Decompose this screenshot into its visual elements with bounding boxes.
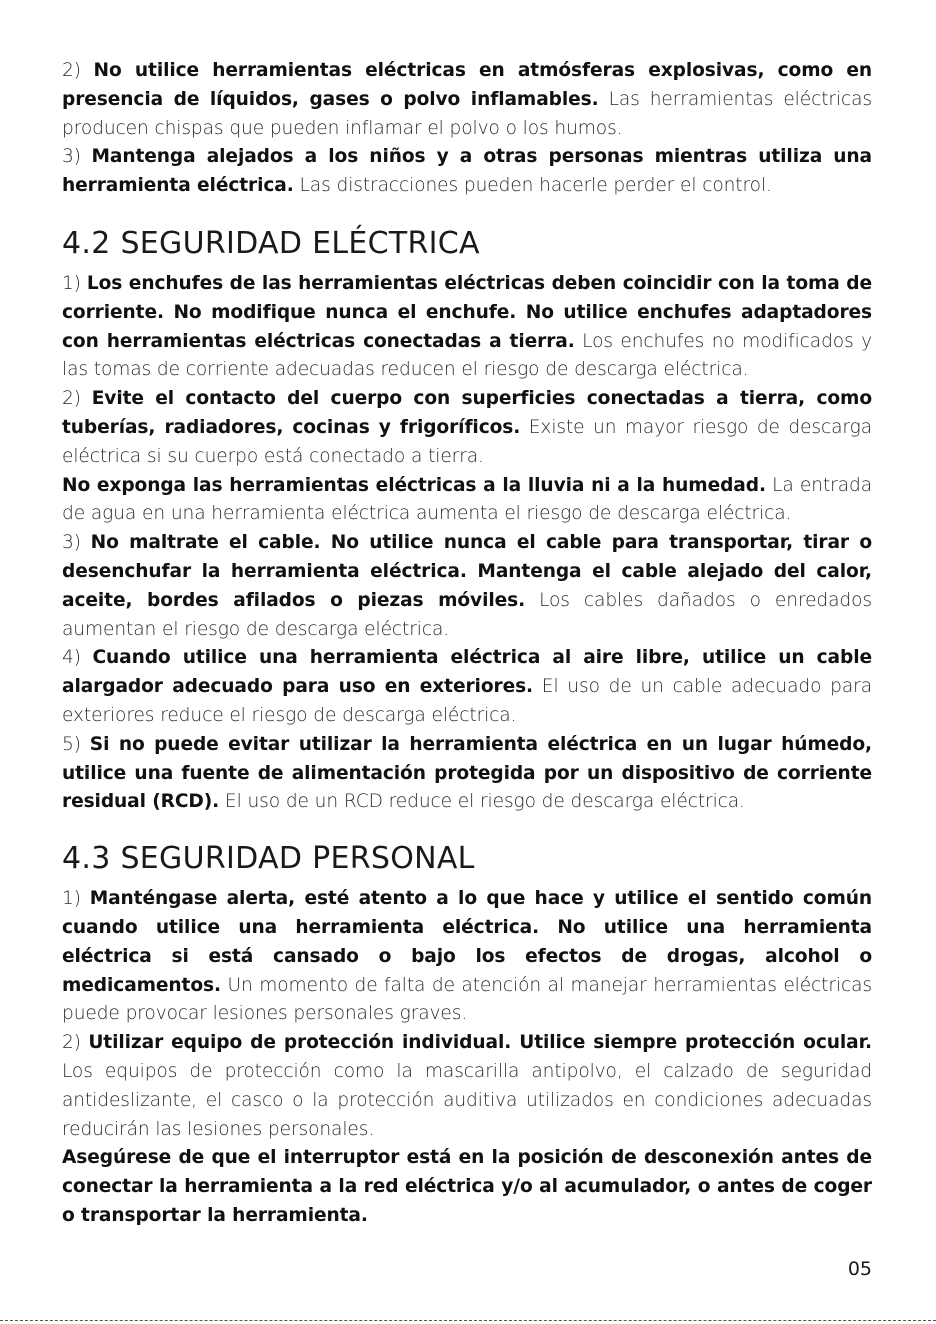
bold-instruction: Utilizar equipo de protección individual. Utilice siempre protección ocular. bbox=[88, 1032, 873, 1054]
paragraph-electrical-3 bbox=[62, 529, 872, 644]
bold-instruction: Cuando utilice una herramienta eléctrica al aire libre, utilice un cable alargador adecuado para uso en exteriores. bbox=[62, 647, 873, 698]
item-number: 3) bbox=[62, 532, 81, 554]
explanation-text: Las distracciones pueden hacerle perder el control. bbox=[293, 175, 772, 197]
item-number: 1) bbox=[62, 272, 81, 294]
bold-instruction: No maltrate el cable. No utilice nunca el cable para transportar, tirar o desenchufar la herramienta eléctrica. Mantenga el cable alejado del calor, aceite, bordes afilados o piezas móviles. bbox=[62, 532, 872, 611]
explanation-text: La entrada de agua en una herramienta eléctrica aumenta el riesgo de descarga eléctrica. bbox=[62, 474, 872, 525]
section-heading-personal-safety: 4.3 SEGURIDAD PERSONAL bbox=[62, 841, 475, 877]
item-number: 2) bbox=[62, 60, 81, 81]
document-page bbox=[62, 57, 872, 1231]
item-number: 4) bbox=[62, 647, 81, 669]
item-number: 1) bbox=[62, 888, 81, 910]
item-number: 2) bbox=[62, 388, 81, 410]
bold-instruction: No exponga las herramientas eléctricas a la lluvia ni a la humedad. bbox=[62, 474, 766, 496]
explanation-text: Los equipos de protección como la mascarilla antipolvo, el calzado de seguridad antideslizante, el casco o la protección auditiva utilizados en condiciones adecuadas reducirán las lesiones personales. bbox=[62, 1060, 872, 1140]
page-number: 05 bbox=[847, 1258, 872, 1280]
bold-instruction: Evite el contacto del cuerpo con superficies conectadas a tierra, como tuberías, radiadores, cocinas y frigoríficos. bbox=[62, 388, 872, 438]
section-heading-electrical-safety: 4.2 SEGURIDAD ELÉCTRICA bbox=[62, 225, 480, 261]
explanation-text: El uso de un RCD reduce el riesgo de descarga eléctrica. bbox=[219, 791, 745, 813]
explanation-text: El uso de un cable adecuado para exteriores reduce el riesgo de descarga eléctrica. bbox=[62, 676, 873, 726]
bold-instruction: Los enchufes de las herramientas eléctricas deben coincidir con la toma de corriente. No modifique nunca el enchufe. No utilice enchufes adaptadores con herramientas eléctricas conectadas a tierra. bbox=[62, 272, 872, 352]
item-number: 5) bbox=[62, 733, 81, 755]
bold-instruction: Manténgase alerta, esté atento a lo que hace y utilice el sentido común cuando utilice una herramienta eléctrica. No utilice una herramienta eléctrica si está cansado o bajo los efectos de drogas, alcohol o medicamentos. bbox=[62, 888, 873, 996]
item-number: 2) bbox=[62, 1032, 81, 1054]
explanation-text: Un momento de falta de atención al manejar herramientas eléctricas puede provocar lesiones personales graves. bbox=[62, 974, 872, 1025]
paragraph-electrical-1 bbox=[62, 270, 872, 385]
paragraph-personal-2 bbox=[62, 1029, 872, 1144]
paragraph-intro-3 bbox=[62, 143, 872, 201]
explanation-text: Los cables dañados o enredados aumentan el riesgo de descarga eléctrica. bbox=[62, 589, 872, 640]
bold-instruction: No utilice herramientas eléctricas en atmósferas explosivas, como en presencia de líquidos, gases o polvo inflamables. bbox=[62, 60, 873, 110]
paragraph-electrical-5 bbox=[62, 731, 872, 817]
paragraph-intro-2 bbox=[62, 57, 872, 143]
explanation-text: Los enchufes no modificados y las tomas de corriente adecuadas reducen el riesgo de descarga eléctrica. bbox=[62, 330, 873, 381]
explanation-text: Las herramientas eléctricas producen chispas que pueden inflamar el polvo o los humos. bbox=[62, 88, 872, 139]
explanation-text: Existe un mayor riesgo de descarga eléctrica si su cuerpo está conectado a tierra. bbox=[62, 416, 873, 467]
paragraph-electrical-4 bbox=[62, 644, 872, 730]
paragraph-personal-1 bbox=[62, 885, 872, 1029]
item-number: 3) bbox=[62, 146, 81, 168]
bold-instruction: Mantenga alejados a los niños y a otras personas mientras utiliza una herramienta eléctrica. bbox=[62, 146, 873, 197]
paragraph-electrical-rain bbox=[62, 472, 872, 530]
bold-instruction: Asegúrese de que el interruptor está en la posición de desconexión antes de conectar la herramienta a la red eléctrica y/o al acumulador, o antes de coger o transportar la herramienta. bbox=[62, 1147, 872, 1226]
paragraph-personal-switch bbox=[62, 1144, 872, 1230]
paragraph-electrical-2 bbox=[62, 385, 872, 471]
bold-instruction: Si no puede evitar utilizar la herramienta eléctrica en un lugar húmedo, utilice una fuente de alimentación protegida por un dispositivo de corriente residual (RCD). bbox=[62, 733, 872, 813]
page-bottom-divider bbox=[0, 1320, 936, 1321]
